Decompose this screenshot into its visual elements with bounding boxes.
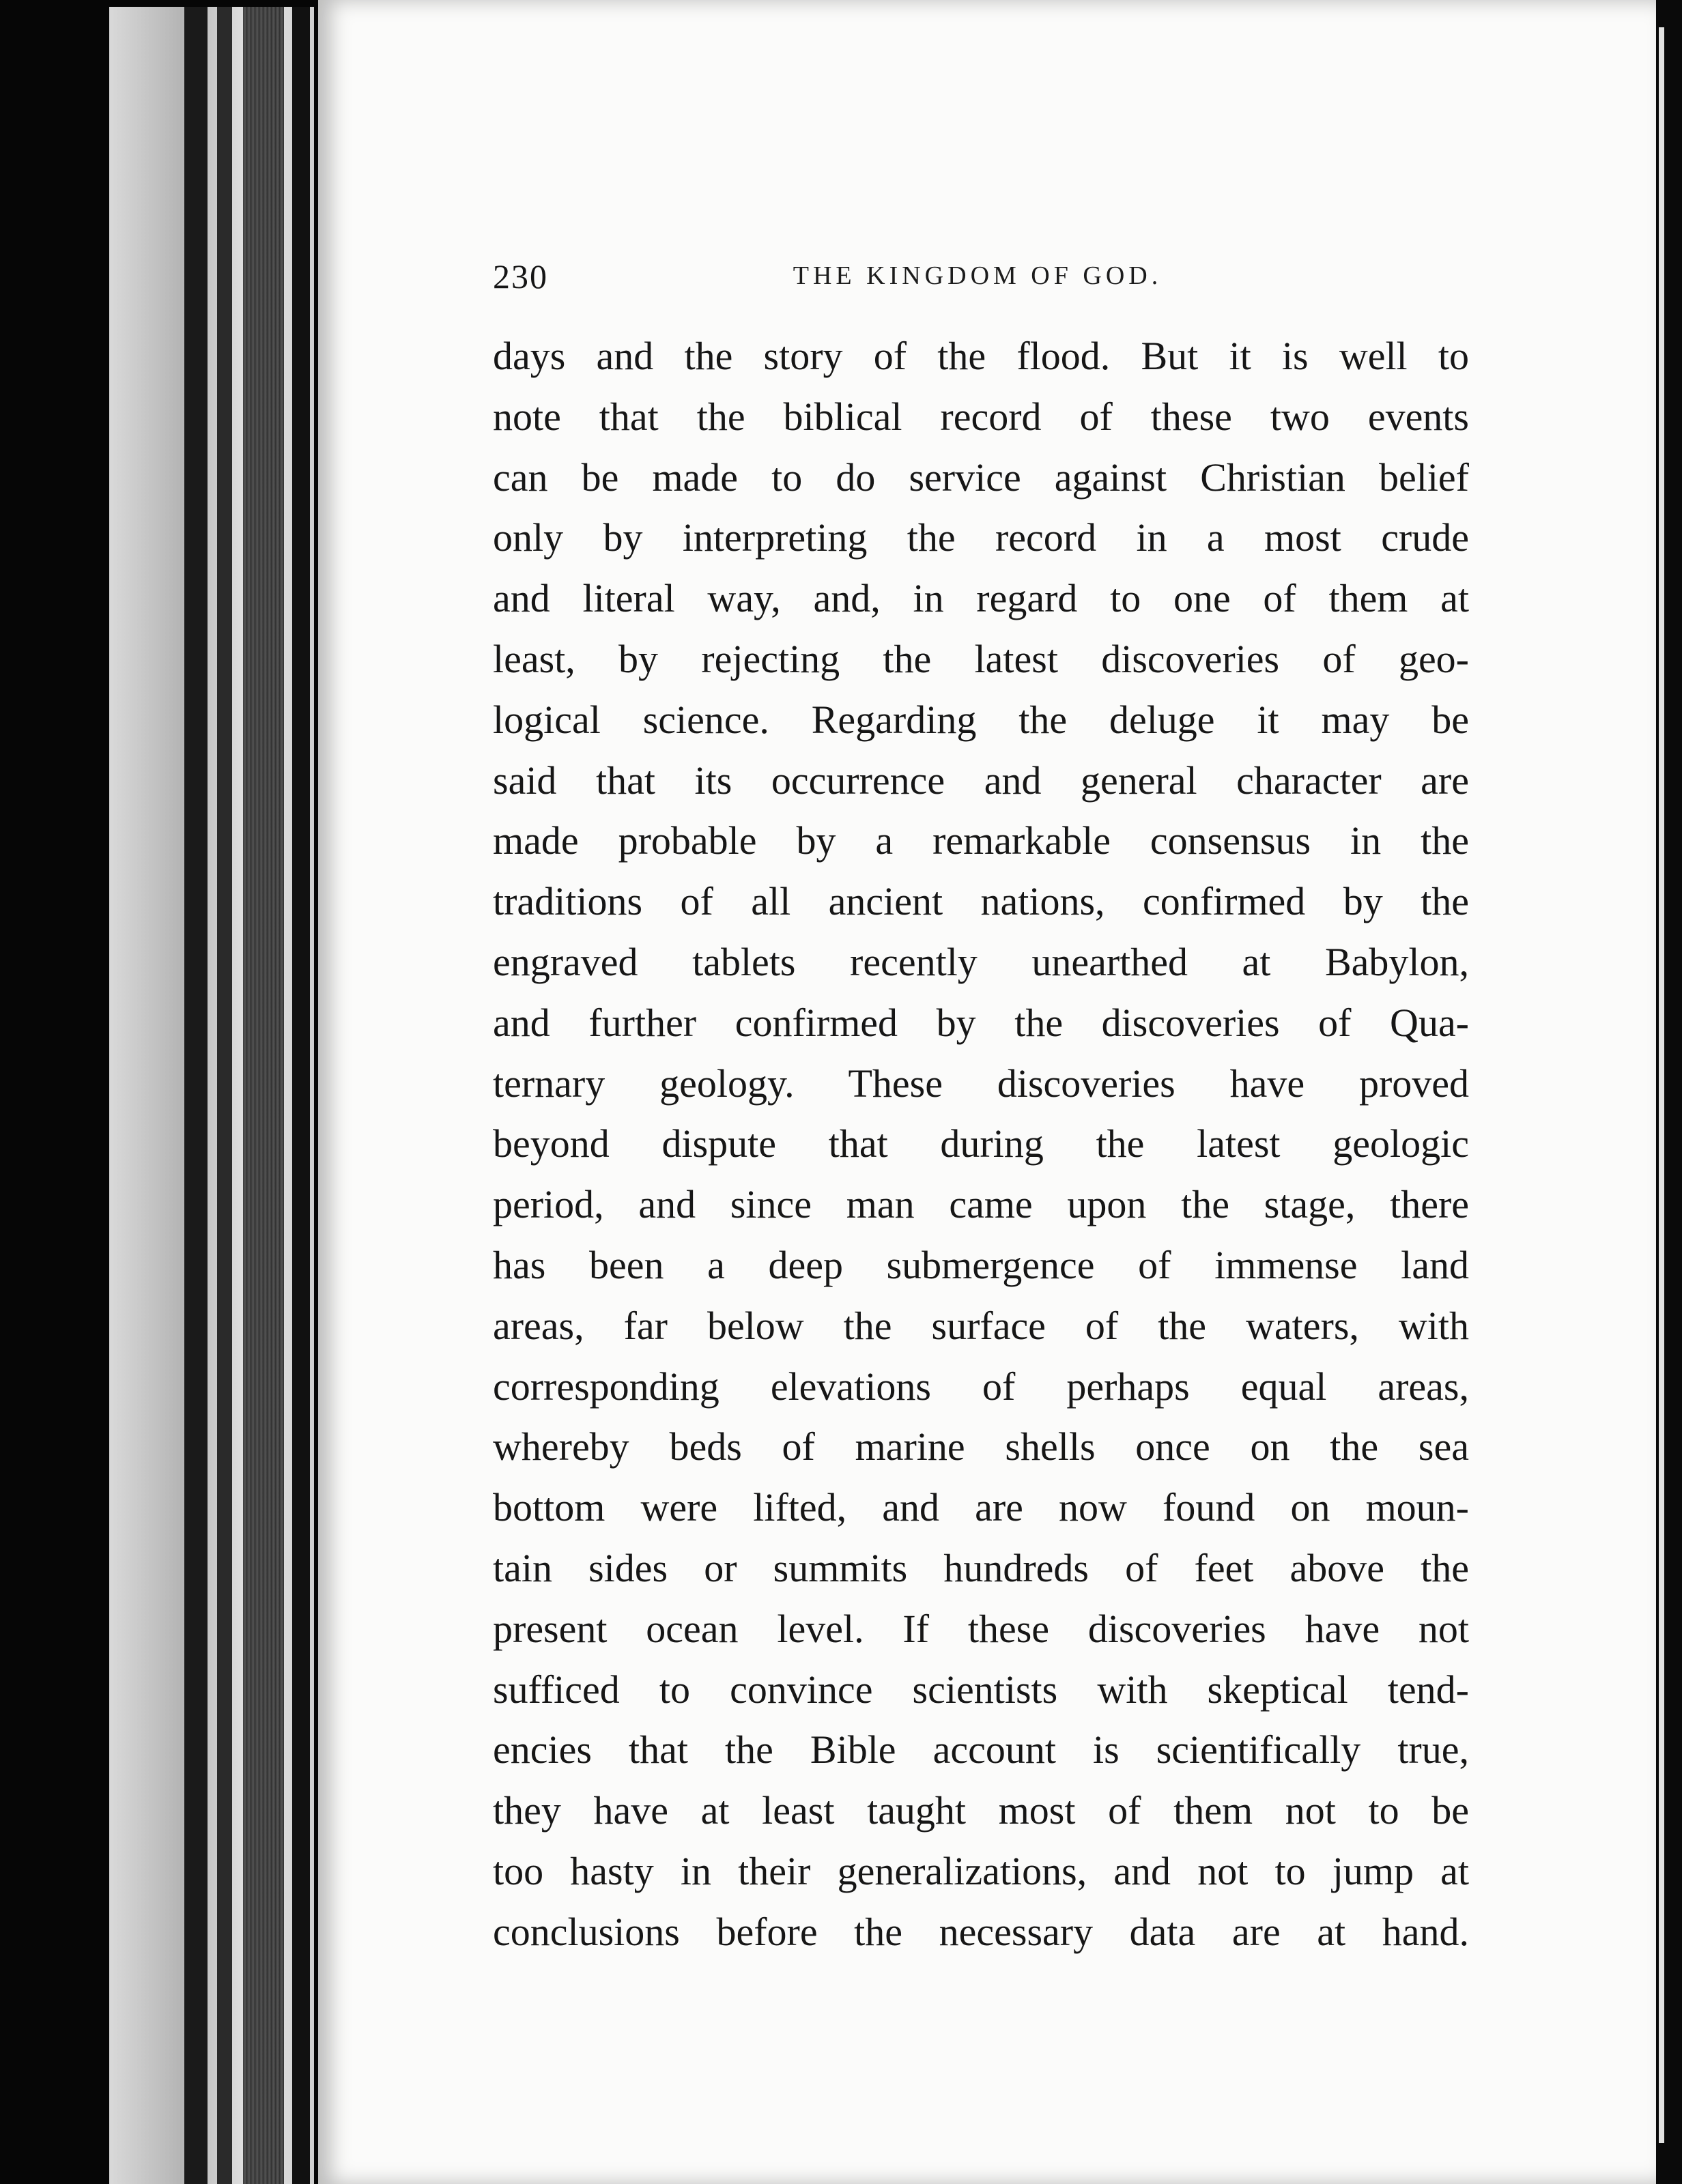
body-text	[493, 326, 1469, 1963]
page-stack-edges	[243, 7, 284, 2184]
page-number: 230	[493, 257, 548, 296]
text-line: beyond dispute that during the latest geologic	[493, 1121, 1469, 1166]
text-line: traditions of all ancient nations, confirmed by the	[493, 879, 1469, 924]
text-line: period, and since man came upon the stage, there	[493, 1182, 1469, 1227]
text-line: made probable by a remarkable consensus in the	[493, 818, 1469, 863]
text-line: engraved tablets recently unearthed at Babylon,	[493, 939, 1469, 984]
text-line: too hasty in their generalizations, and not to jump at	[493, 1848, 1469, 1893]
text-line: areas, far below the surface of the waters, with	[493, 1303, 1469, 1348]
text-line: they have at least taught most of them not to be	[493, 1788, 1469, 1833]
text-line: said that its occurrence and general character are	[493, 758, 1469, 803]
text-line: only by interpreting the record in a most crude	[493, 515, 1469, 560]
text-line: present ocean level. If these discoveries have not	[493, 1606, 1469, 1651]
text-line: ternary geology. These discoveries have proved	[493, 1061, 1469, 1106]
text-line: whereby beds of marine shells once on the sea	[493, 1424, 1469, 1469]
page-gutter	[292, 7, 310, 2184]
text-line: logical science. Regarding the deluge it may be	[493, 697, 1469, 742]
text-line: and literal way, and, in regard to one of them at	[493, 576, 1469, 621]
text-line: least, by rejecting the latest discoveries of geo-	[493, 636, 1469, 681]
text-line: can be made to do service against Christian belief	[493, 455, 1469, 500]
text-line: tain sides or summits hundreds of feet above the	[493, 1545, 1469, 1590]
text-line: and further confirmed by the discoveries of Qua-	[493, 1000, 1469, 1045]
next-page-edge	[1659, 27, 1664, 2143]
text-line: has been a deep submergence of immense land	[493, 1242, 1469, 1287]
text-line: corresponding elevations of perhaps equal areas,	[493, 1364, 1469, 1409]
text-line: note that the biblical record of these two events	[493, 394, 1469, 439]
text-line: encies that the Bible account is scientifically true,	[493, 1727, 1469, 1772]
running-head: THE KINGDOM OF GOD.	[793, 261, 1163, 290]
page-stack-shadow	[217, 7, 232, 2184]
text-line: bottom were lifted, and are now found on moun-	[493, 1485, 1469, 1530]
text-line: sufficed to convince scientists with skeptical tend-	[493, 1667, 1469, 1712]
page-stack-shadow	[184, 7, 208, 2184]
text-line: conclusions before the necessary data are at hand.	[493, 1909, 1469, 1954]
page-header	[493, 253, 1469, 307]
text-line: days and the story of the flood. But it is well to	[493, 334, 1469, 378]
